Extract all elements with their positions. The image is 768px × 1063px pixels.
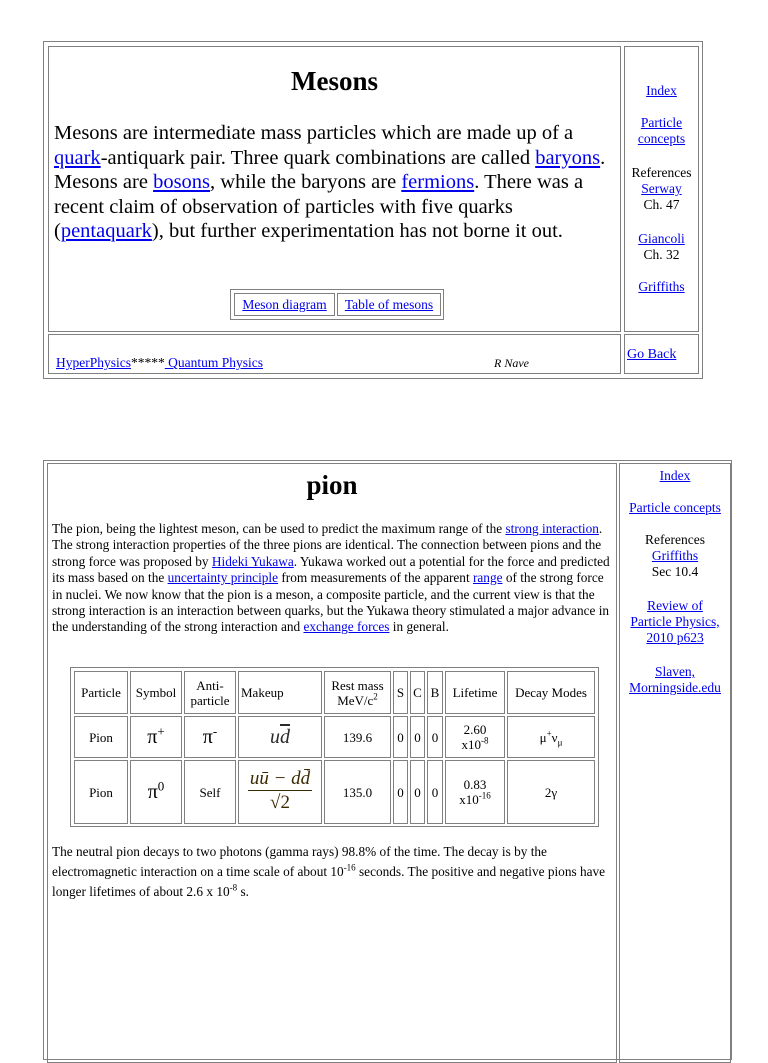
row1-makeup: $u\overline{d}$ <box>238 716 322 758</box>
pion-griffiths-section: Sec 10.4 <box>651 564 699 579</box>
header-decay-modes: Decay Modes <box>507 671 595 714</box>
giancoli-chapter: Ch. 32 <box>643 247 680 262</box>
quark-link[interactable]: quark <box>54 146 101 169</box>
slaven-morningside-link[interactable]: Slaven, Morningside.edu <box>629 664 721 695</box>
header-makeup: Makeup <box>238 671 322 714</box>
header-symbol: Symbol <box>130 671 182 714</box>
header-particle: Particle <box>74 671 128 714</box>
row2-c: 0 <box>410 760 425 824</box>
header-rest-mass: Rest mass MeV/$c^2$ <box>324 671 391 714</box>
row1-c: 0 <box>410 716 425 758</box>
pion-sidebar <box>619 463 731 1063</box>
range-link[interactable]: range <box>472 570 503 586</box>
row1-b: 0 <box>427 716 443 758</box>
particle-concepts-link[interactable]: Particle concepts <box>637 115 686 146</box>
uncertainty-principle-link[interactable]: uncertainty principle <box>167 570 279 586</box>
rating-stars: ***** <box>131 355 165 370</box>
row2-makeup <box>238 760 322 824</box>
pentaquark-link[interactable]: pentaquark <box>60 220 152 242</box>
go-back-cell <box>624 334 699 374</box>
pion-main-cell <box>47 463 617 1063</box>
row2-rest-mass: 135.0 <box>324 760 391 824</box>
row2-s: 0 <box>393 760 408 824</box>
row2-symbol: $\pi^0$ <box>130 760 182 824</box>
pion-griffiths-link[interactable]: Griffiths <box>651 548 699 563</box>
index-link[interactable]: Index <box>646 83 677 98</box>
row1-particle: Pion <box>74 716 128 758</box>
mesons-intro-paragraph: Mesons are intermediate mass particles which are made up of a quark-antiquark pair. Three quark combinations are called baryons. Mesons are bosons, while the baryons are fermions. There was a recent claim of observation of particles with five quarks (pentaquark), but further experimentation has not borne it out. <box>54 122 606 242</box>
exchange-forces-link[interactable]: exchange forces <box>303 619 390 635</box>
griffiths-link[interactable]: Griffiths <box>638 279 685 294</box>
header-c: C <box>410 671 425 714</box>
row2-particle: Pion <box>74 760 128 824</box>
fermions-link[interactable]: fermions <box>401 171 475 193</box>
strong-interaction-link[interactable]: strong interaction <box>505 521 599 536</box>
review-particle-physics-link[interactable]: Review of Particle Physics, 2010 p623 <box>630 598 720 645</box>
row2-lifetime: 0.83 $x10^{-16}$ <box>445 760 505 824</box>
baryons-link[interactable]: baryons <box>535 146 601 169</box>
pion-index-link[interactable]: Index <box>659 468 691 483</box>
hyperphysics-link[interactable]: HyperPhysics <box>56 355 131 370</box>
bosons-link[interactable]: bosons <box>153 171 211 193</box>
row1-s: 0 <box>393 716 408 758</box>
pion-references-label: References <box>645 532 705 547</box>
row2-b: 0 <box>427 760 443 824</box>
go-back-link[interactable]: Go Back <box>627 347 677 362</box>
hideki-yukawa-link[interactable]: Hideki Yukawa <box>211 553 294 569</box>
header-lifetime: Lifetime <box>445 671 505 714</box>
mesons-sidebar <box>624 46 699 332</box>
author-label: R Nave <box>494 356 529 370</box>
header-antiparticle: Anti- particle <box>184 671 236 714</box>
header-s: S <box>393 671 408 714</box>
row2-antiparticle: Self <box>184 760 236 824</box>
pion-intro-paragraph: The pion, being the lightest meson, can be used to predict the maximum range of the strong interaction. The strong interaction properties of the three pions are identical. The connection between pions and the strong force was proposed by Hideki Yukawa. Yukawa worked out a potential for the force and predicted its mass based on the uncertainty principle from measurements of the apparent range of the strong force in nuclei. We now know that the pion is a meson, a composite particle, and the current view is that the strong interaction is an interaction between quarks, but the Yukawa theory stimulated a major advance in the understanding of the strong interaction and exchange forces in general. <box>52 521 610 635</box>
row2-decay-modes: 2γ <box>507 760 595 824</box>
meson-diagram-cell <box>234 293 335 316</box>
pion-particle-concepts-link[interactable]: Particle concepts <box>629 500 721 515</box>
serway-chapter: Ch. 47 <box>643 197 680 212</box>
pion-properties-table <box>70 667 599 827</box>
table-of-mesons-cell <box>337 293 441 316</box>
pion-decay-paragraph: The neutral pion decays to two photons (gamma rays) 98.8% of the time. The decay is by the electromagnetic interaction on a time scale of about $10^{-16}$ seconds. The positive and negative pions have longer lifetimes of about 2.6 x $10^{-8}$ s. <box>52 844 606 899</box>
giancoli-link[interactable]: Giancoli <box>638 231 685 246</box>
table-of-mesons-link[interactable]: Table of mesons <box>344 297 434 312</box>
mesons-title: Mesons <box>291 66 378 96</box>
mesons-footer <box>48 334 621 374</box>
pion-panel <box>43 460 732 1060</box>
row1-antiparticle: π- <box>184 716 236 758</box>
references-label: References <box>631 165 692 180</box>
row1-rest-mass: 139.6 <box>324 716 391 758</box>
row1-symbol: π+ <box>130 716 182 758</box>
mesons-main-cell <box>48 46 621 332</box>
mesons-panel <box>43 41 703 379</box>
row1-decay-modes: $\mu^+\nu_\mu$ <box>507 716 595 758</box>
pion-title: pion <box>306 470 358 500</box>
meson-diagram-link[interactable]: Meson diagram <box>242 297 327 312</box>
row1-lifetime: 2.60 $x10^{-8}$ <box>445 716 505 758</box>
makeup-fraction: $\frac{uū - dd̄}{√2}$ <box>249 768 311 813</box>
mesons-link-table <box>230 289 444 320</box>
header-b: B <box>427 671 443 714</box>
serway-link[interactable]: Serway <box>641 181 682 196</box>
quantum-physics-link[interactable]: Quantum Physics <box>164 355 264 370</box>
